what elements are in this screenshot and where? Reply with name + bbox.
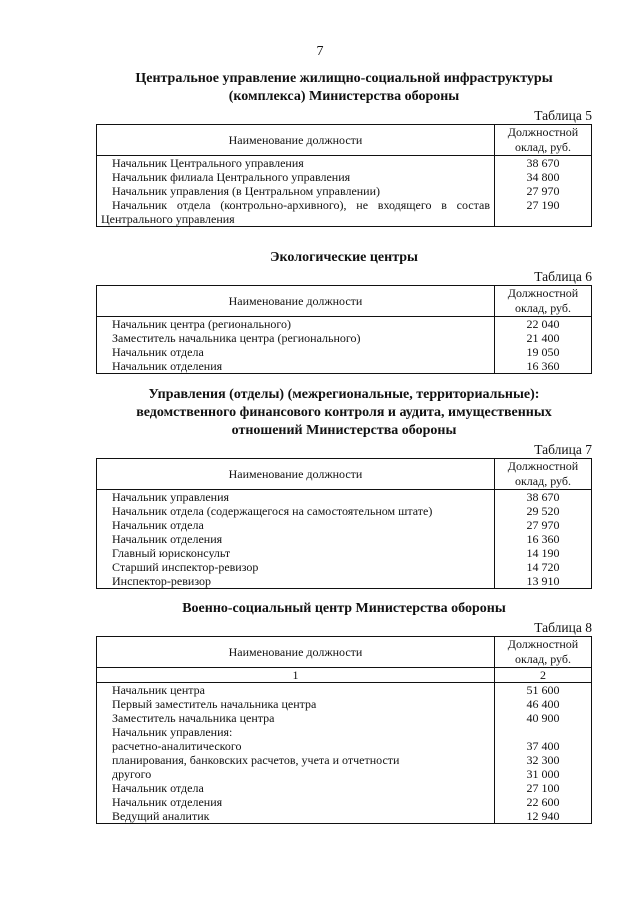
table-row — [97, 546, 592, 560]
section-heading: Военно-социальный центр Министерства обороны — [182, 601, 506, 616]
table-row — [97, 156, 592, 171]
section-heading: Экологические центры — [270, 250, 418, 265]
table-row — [97, 781, 592, 795]
column-header-salary — [495, 125, 592, 156]
table-row — [97, 795, 592, 809]
row-name: Старший инспектор-ревизор — [97, 560, 495, 574]
row-salary: 19 050 — [495, 345, 592, 359]
row-name — [97, 198, 495, 227]
page-number: 7 — [316, 44, 324, 59]
row-salary: 27 100 — [495, 781, 592, 795]
salary-table — [96, 285, 592, 374]
row-name: Начальник Центрального управления — [97, 156, 495, 171]
row-salary: 27 970 — [495, 184, 592, 198]
row-salary: 27 970 — [495, 518, 592, 532]
table-row — [97, 490, 592, 505]
section-table-5 — [96, 70, 592, 227]
row-name: Начальник отдела — [97, 518, 495, 532]
table-row — [97, 317, 592, 332]
table-row — [97, 753, 592, 767]
table-label: Таблица 7 — [534, 442, 592, 457]
table-row — [97, 359, 592, 374]
row-name: Начальник отдела — [97, 345, 495, 359]
section-heading: Управления (отделы) (межрегиональные, территориальные): — [148, 387, 540, 402]
table-row — [97, 725, 592, 739]
row-name: Начальник отделения — [97, 795, 495, 809]
column-header-salary — [495, 637, 592, 668]
section-heading: Центральное управление жилищно-социальной инфраструктуры — [135, 71, 553, 86]
section-table-7 — [96, 386, 592, 589]
table-row — [97, 683, 592, 698]
row-name: Начальник отделения — [97, 359, 495, 374]
table-row — [97, 170, 592, 184]
column-header-salary-line2: оклад, руб. — [514, 301, 572, 315]
row-salary: 37 400 — [495, 739, 592, 753]
column-number: 2 — [495, 668, 592, 683]
row-name-line2: Центрального управления — [101, 212, 235, 226]
row-salary: 16 360 — [495, 359, 592, 374]
row-salary: 32 300 — [495, 753, 592, 767]
column-header-salary-line1: Должностной — [507, 286, 579, 300]
row-salary: 12 940 — [495, 809, 592, 824]
row-name: Начальник управления: — [97, 725, 495, 739]
table-row — [97, 767, 592, 781]
table-label: Таблица 6 — [534, 269, 592, 284]
row-salary — [495, 725, 592, 739]
row-salary: 40 900 — [495, 711, 592, 725]
section-heading: ведомственного финансового контроля и аудита, имущественных — [136, 405, 552, 420]
table-row — [97, 560, 592, 574]
row-name: Начальник отдела (содержащегося на самостоятельном штате) — [97, 504, 495, 518]
row-salary: 38 670 — [495, 490, 592, 505]
column-header-salary — [495, 459, 592, 490]
column-header-salary-line2: оклад, руб. — [514, 140, 572, 154]
row-name: Начальник отдела — [97, 781, 495, 795]
section-table-6 — [96, 249, 592, 374]
column-header-salary-line1: Должностной — [507, 637, 579, 651]
table-row — [97, 739, 592, 753]
row-name-line1: Начальник отдела (контрольно-архивного), не входящего в состав — [112, 198, 490, 212]
row-salary: 21 400 — [495, 331, 592, 345]
table-row — [97, 809, 592, 824]
table-row — [97, 697, 592, 711]
row-name: Начальник управления — [97, 490, 495, 505]
row-salary: 38 670 — [495, 156, 592, 171]
column-header-salary-line2: оклад, руб. — [514, 474, 572, 488]
section-heading: отношений Министерства обороны — [231, 423, 457, 438]
row-name: Заместитель начальника центра — [97, 711, 495, 725]
row-salary: 16 360 — [495, 532, 592, 546]
table-row — [97, 198, 592, 227]
salary-table — [96, 636, 592, 824]
salary-table — [96, 124, 592, 227]
salary-table — [96, 458, 592, 589]
row-salary: 22 600 — [495, 795, 592, 809]
row-salary: 27 190 — [495, 198, 592, 227]
column-header-salary — [495, 286, 592, 317]
row-salary: 14 720 — [495, 560, 592, 574]
row-name: Начальник управления (в Центральном управлении) — [97, 184, 495, 198]
column-header-salary-line1: Должностной — [507, 459, 579, 473]
column-header-name: Наименование должности — [97, 125, 495, 156]
row-name: Заместитель начальника центра (регионального) — [97, 331, 495, 345]
row-name: расчетно-аналитического — [97, 739, 495, 753]
row-salary: 46 400 — [495, 697, 592, 711]
row-name: Ведущий аналитик — [97, 809, 495, 824]
column-header-salary-line1: Должностной — [507, 125, 579, 139]
table-row — [97, 504, 592, 518]
table-row — [97, 532, 592, 546]
row-salary: 22 040 — [495, 317, 592, 332]
table-row — [97, 518, 592, 532]
row-salary: 34 800 — [495, 170, 592, 184]
column-header-name: Наименование должности — [97, 637, 495, 668]
row-name: Начальник центра — [97, 683, 495, 698]
row-name: Начальник отделения — [97, 532, 495, 546]
row-salary: 31 000 — [495, 767, 592, 781]
table-label: Таблица 5 — [534, 108, 592, 123]
section-table-8 — [96, 600, 592, 824]
table-label: Таблица 8 — [534, 620, 592, 635]
column-number-row — [97, 668, 592, 683]
row-salary: 13 910 — [495, 574, 592, 589]
table-row — [97, 574, 592, 589]
table-row — [97, 711, 592, 725]
section-heading: (комплекса) Министерства обороны — [228, 89, 460, 104]
row-name: Первый заместитель начальника центра — [97, 697, 495, 711]
row-salary: 29 520 — [495, 504, 592, 518]
column-number: 1 — [97, 668, 495, 683]
row-salary: 14 190 — [495, 546, 592, 560]
table-row — [97, 345, 592, 359]
row-name: Главный юрисконсульт — [97, 546, 495, 560]
column-header-name: Наименование должности — [97, 286, 495, 317]
row-name: планирования, банковских расчетов, учета и отчетности — [97, 753, 495, 767]
column-header-salary-line2: оклад, руб. — [514, 652, 572, 666]
row-name: другого — [97, 767, 495, 781]
table-row — [97, 184, 592, 198]
row-name: Начальник филиала Центрального управления — [97, 170, 495, 184]
column-header-name: Наименование должности — [97, 459, 495, 490]
row-salary: 51 600 — [495, 683, 592, 698]
row-name: Инспектор-ревизор — [97, 574, 495, 589]
table-row — [97, 331, 592, 345]
row-name: Начальник центра (регионального) — [97, 317, 495, 332]
